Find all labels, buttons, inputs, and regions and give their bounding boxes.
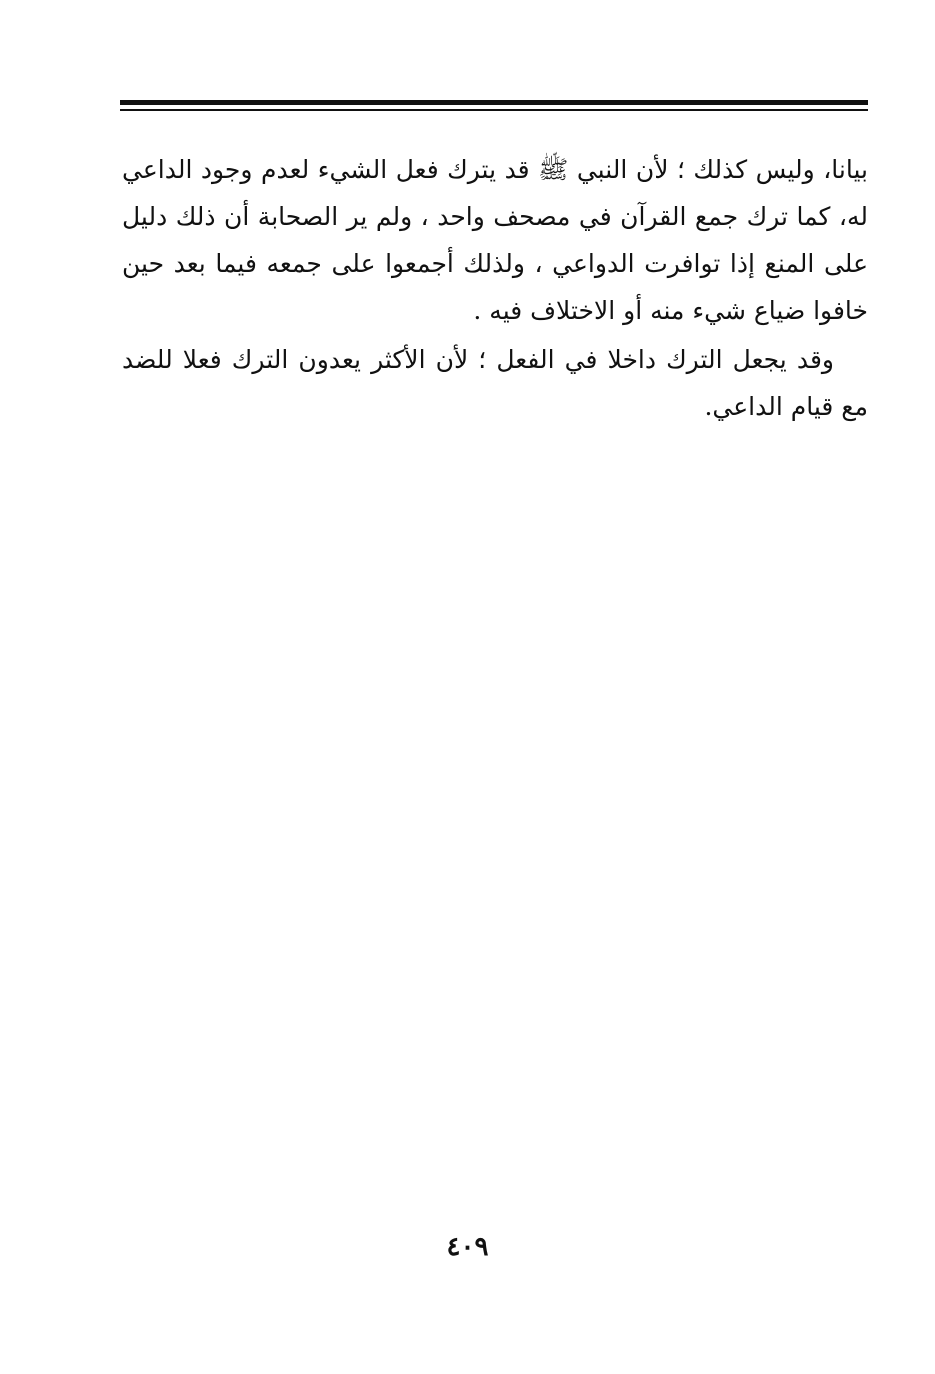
header-rule-thin (120, 109, 868, 111)
paragraph-2: وقد يجعل الترك داخلا في الفعل ؛ لأن الأكثر يعدون الترك فعلا للضد مع قيام الداعي. (122, 345, 868, 421)
paragraph-1: بيانا، وليس كذلك ؛ لأن النبي ﷺ قد يترك فعل الشيء لعدم وجود الداعي له، كما ترك جمع القرآن في مصحف واحد ، ولم ير الصحابة أن ذلك دليل على المنع إذا توافرت الدواعي ، ولذلك أجمعوا على جمعه فيما بعد حين خافوا ضياع شيء منه أو الاختلاف فيه . (122, 155, 868, 325)
page-number: ٤٠٩ (446, 1232, 489, 1262)
header-rule-thick (120, 100, 868, 105)
body-text (122, 146, 868, 430)
